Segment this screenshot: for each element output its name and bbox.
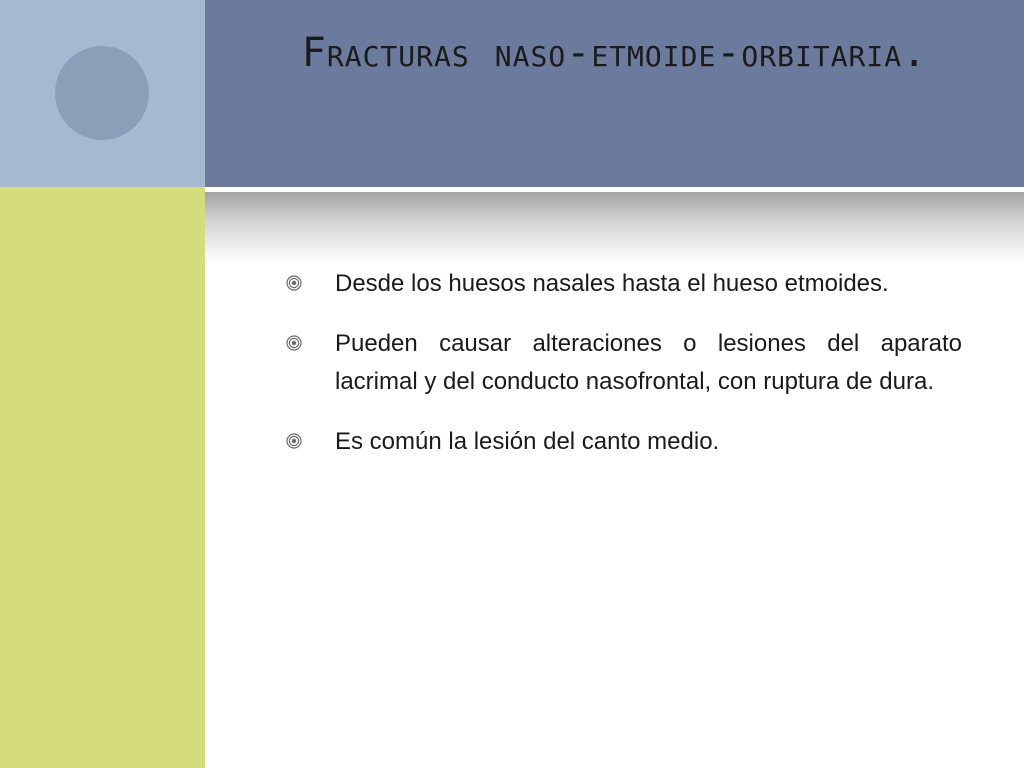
list-item <box>284 423 962 461</box>
bullet-text: Es común la lesión del canto medio. <box>335 428 720 455</box>
bullet-text: Pueden causar alteraciones o lesiones del aparato lacrimal y del conducto nasofrontal, con ruptura de dura. <box>335 330 962 395</box>
left-accent-bar <box>0 187 205 768</box>
circle-bullet-icon <box>286 275 302 291</box>
title-band <box>205 0 1024 187</box>
list-item <box>284 265 962 303</box>
circle-bullet-icon <box>286 433 302 449</box>
circle-bullet-icon <box>286 335 302 351</box>
bullet-text: Desde los huesos nasales hasta el hueso etmoides. <box>335 270 889 297</box>
slide-title: Fracturas naso-etmoide-orbitaria. <box>301 30 928 76</box>
gradient-band <box>205 192 1024 264</box>
bullet-list <box>284 265 962 483</box>
decorative-circle <box>55 46 149 140</box>
list-item <box>284 325 962 401</box>
